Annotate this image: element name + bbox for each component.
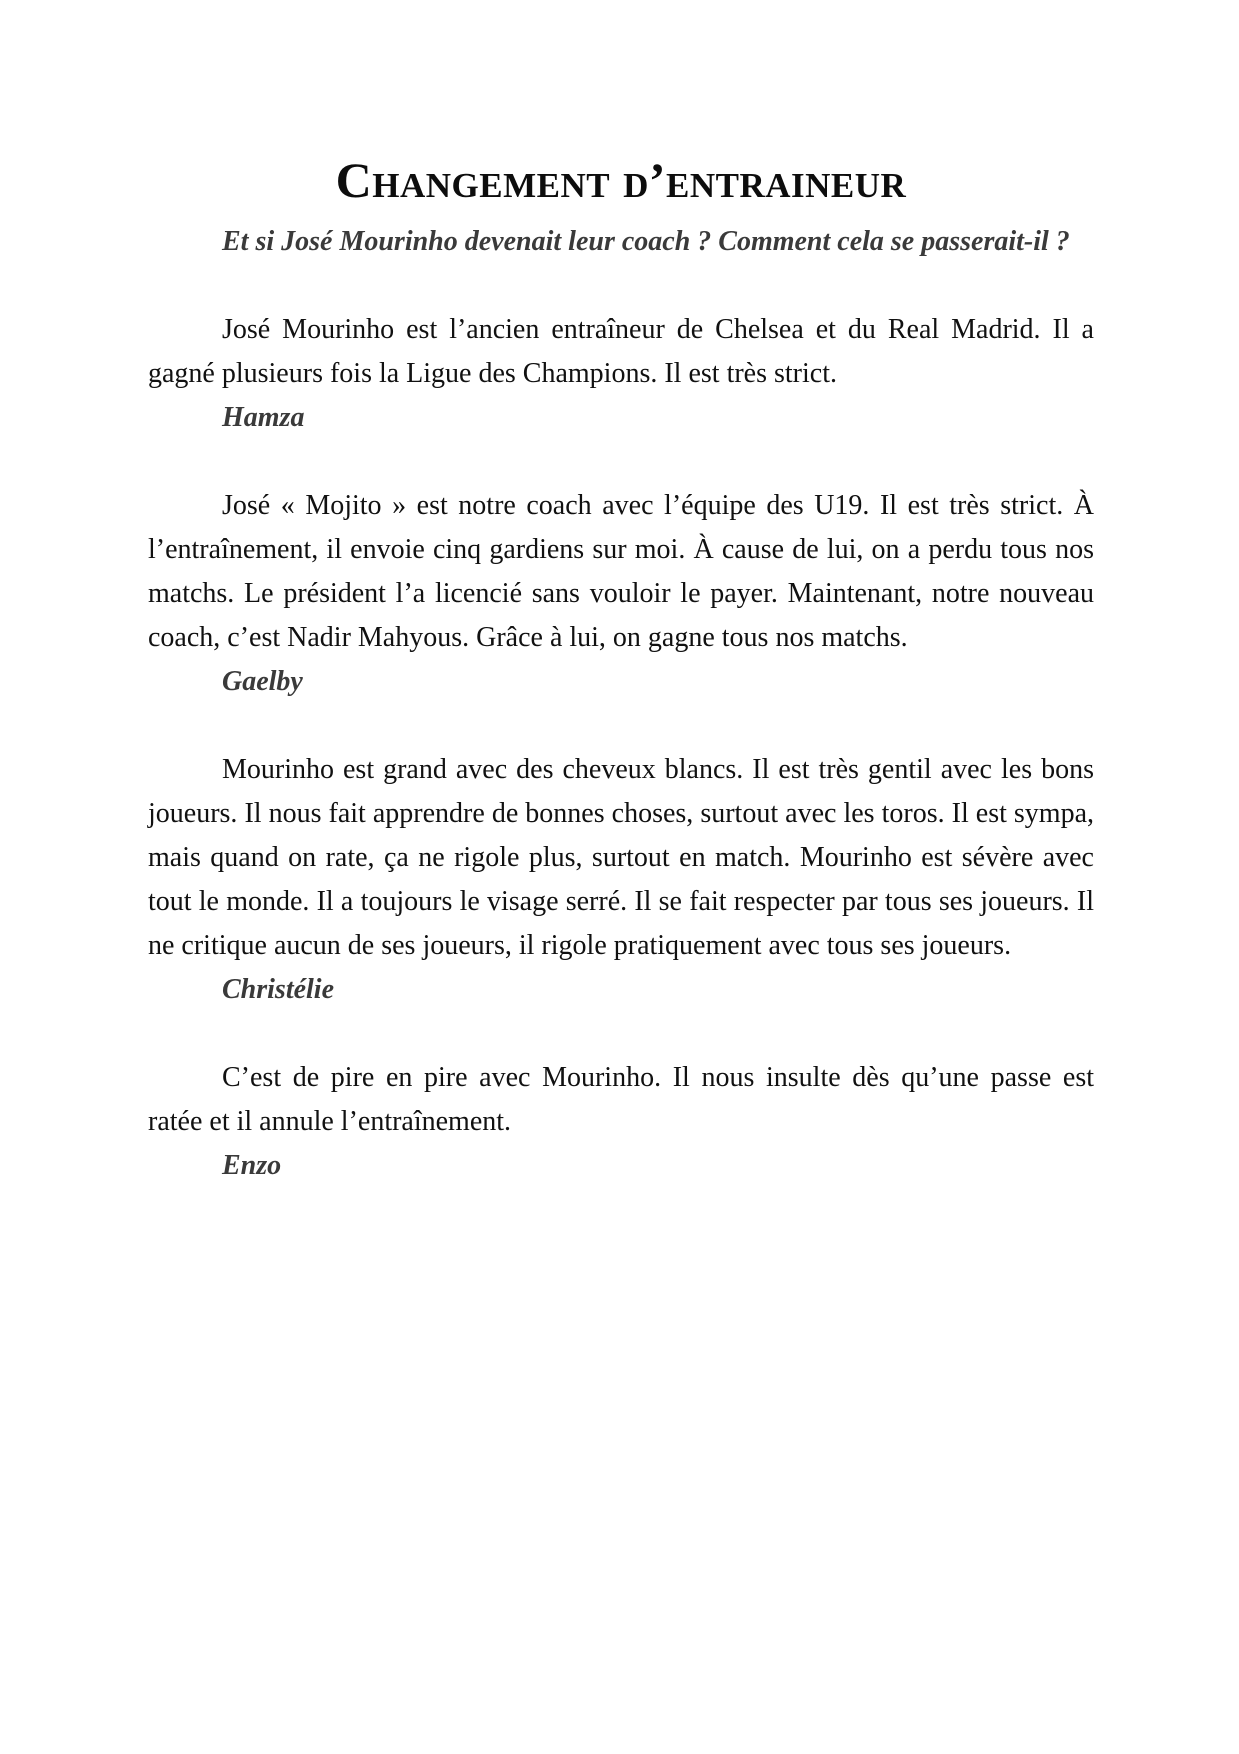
testimony-entry xyxy=(148,484,1094,704)
testimony-text: C’est de pire en pire avec Mourinho. Il nous insulte dès qu’une passe est ratée et il annule l’entraînement. xyxy=(148,1062,1094,1137)
testimony-author: Gaelby xyxy=(222,666,303,697)
testimony-text: José Mourinho est l’ancien entraîneur de Chelsea et du Real Madrid. Il a gagné plusieurs fois la Ligue des Champions. Il est très strict. xyxy=(148,314,1094,389)
testimony-author: Christélie xyxy=(222,974,335,1005)
article-page xyxy=(148,150,1094,1188)
testimony-author: Enzo xyxy=(222,1150,282,1181)
testimony-entry xyxy=(148,1056,1094,1188)
article-title: Changement d’entraineur xyxy=(335,152,907,208)
testimony-entry xyxy=(148,748,1094,1012)
testimony-text: Mourinho est grand avec des cheveux blancs. Il est très gentil avec les bons joueurs. Il nous fait apprendre de bonnes choses, surtout avec les toros. Il est sympa, mais quand on rate, ça ne rigole plus, surtout en match. Mourinho est sévère avec tout le monde. Il a toujours le visage serré. Il se fait respecter par tous ses joueurs. Il ne critique aucun de ses joueurs, il rigole pratiquement avec tous ses joueurs. xyxy=(148,754,1094,961)
testimony-text: José « Mojito » est notre coach avec l’équipe des U19. Il est très strict. À l’entraînement, il envoie cinq gardiens sur moi. À cause de lui, on a perdu tous nos matchs. Le président l’a licencié sans vouloir le payer. Maintenant, notre nouveau coach, c’est Nadir Mahyous. Grâce à lui, on gagne tous nos matchs. xyxy=(148,490,1094,653)
testimony-author: Hamza xyxy=(222,402,305,433)
article-subtitle: Et si José Mourinho devenait leur coach ? Comment cela se passerait-il ? xyxy=(222,226,1070,257)
testimony-entry xyxy=(148,308,1094,440)
